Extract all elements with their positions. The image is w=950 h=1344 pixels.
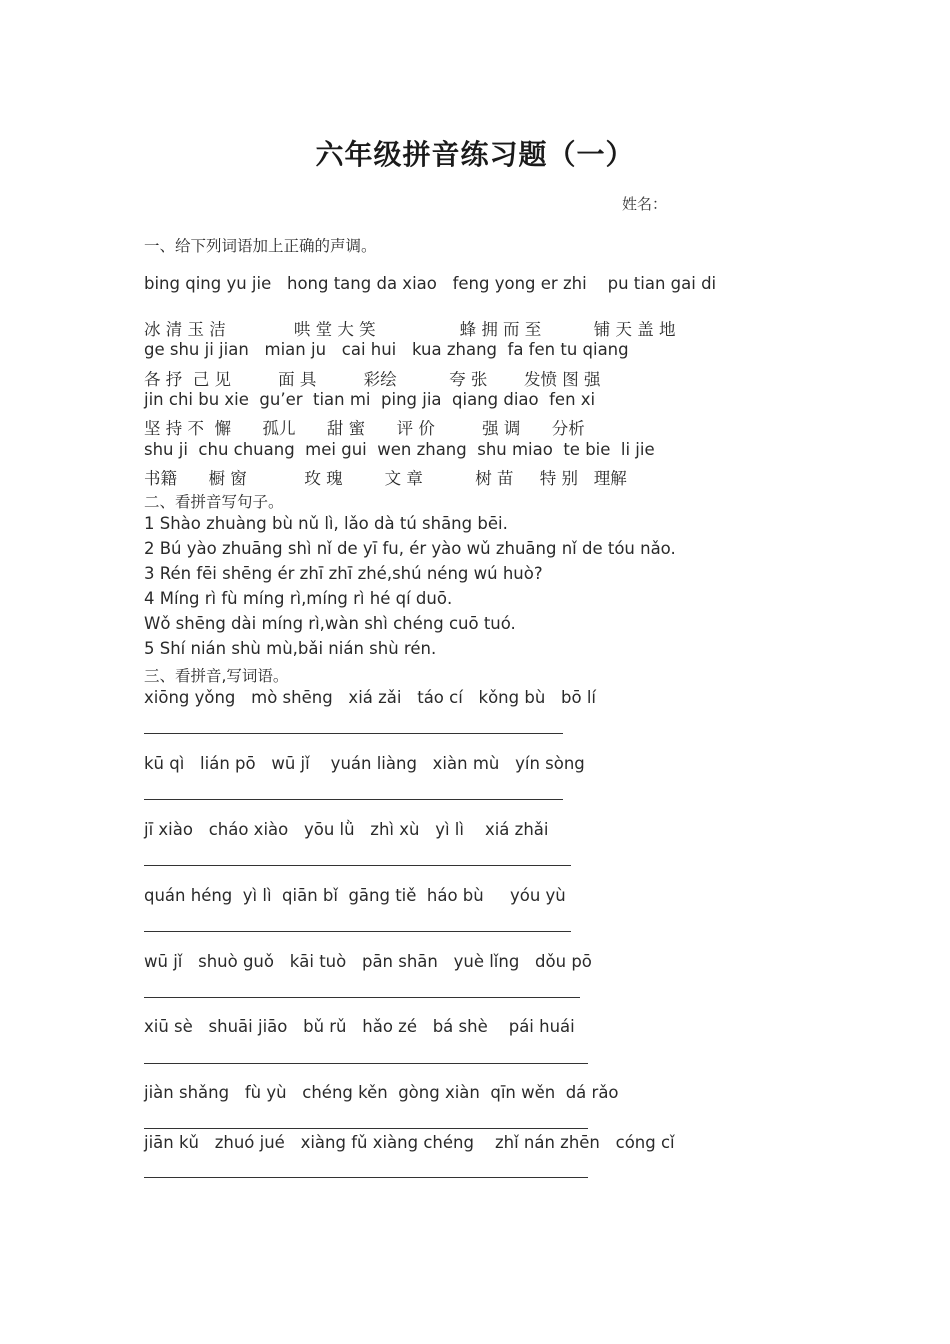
answer-blank-line[interactable] — [144, 1063, 588, 1064]
section1-pinyin-line: ge shu ji jian mian ju cai hui kua zhang fa fen tu qiang — [144, 340, 629, 359]
pinyin-words-line: jiàn shǎng fù yù chéng kěn gòng xiàn qīn wěn dá rǎo — [144, 1083, 619, 1102]
answer-blank-line[interactable] — [144, 931, 571, 932]
worksheet-title: 六年级拼音练习题（一） — [315, 138, 635, 171]
section1-heading: 一、给下列词语加上正确的声调。 — [144, 237, 377, 255]
sentence-line: 3 Rén fēi shēng ér zhī zhī zhé,shú néng wú huò? — [144, 564, 543, 583]
pinyin-words-line: jī xiào cháo xiào yōu lǜ zhì xù yì lì xiá zhǎi — [144, 820, 549, 839]
answer-blank-line[interactable] — [144, 997, 580, 998]
sentence-line: 4 Míng rì fù míng rì,míng rì hé qí duō. — [144, 589, 453, 608]
sentence-line: 2 Bú yào zhuāng shì nǐ de yī fu, ér yào wǔ zhuāng nǐ de tóu nǎo. — [144, 539, 676, 558]
section1-pinyin-line: shu ji chu chuang mei gui wen zhang shu miao te bie li jie — [144, 440, 655, 459]
name-field-label: 姓名： — [622, 195, 668, 213]
pinyin-words-line: quán héng yì lì qiān bǐ gāng tiě háo bù yóu yù — [144, 886, 566, 905]
section3-heading: 三、看拼音,写词语。 — [144, 667, 289, 685]
pinyin-words-line: xiōng yǒng mò shēng xiá zǎi táo cí kǒng bù bō lí — [144, 688, 597, 707]
section1-pinyin-line: jin chi bu xie gu’er tian mi ping jia qiang diao fen xi — [144, 390, 596, 409]
sentence-line: 1 Shào zhuàng bù nǔ lì, lǎo dà tú shāng bēi. — [144, 514, 508, 533]
section2-heading: 二、看拼音写句子。 — [144, 493, 284, 511]
pinyin-words-line: kū qì lián pō wū jǐ yuán liàng xiàn mù yín sòng — [144, 754, 585, 773]
pinyin-words-line: jiān kǔ zhuó jué xiàng fǔ xiàng chéng zhǐ nán zhēn cóng cǐ — [144, 1133, 675, 1152]
sentence-line: Wǒ shēng dài míng rì,wàn shì chéng cuō tuó. — [144, 614, 516, 633]
section1-hanzi-line: 各 抒 己 见 面 具 彩绘 夸 张 发愤 图 强 — [144, 370, 601, 389]
answer-blank-line[interactable] — [144, 1177, 588, 1178]
answer-blank-line[interactable] — [144, 1128, 588, 1129]
section1-hanzi-line: 冰 清 玉 洁 哄 堂 大 笑 蜂 拥 而 至 铺 天 盖 地 — [144, 320, 676, 339]
section1-hanzi-line: 坚 持 不 懈 孤儿 甜 蜜 评 价 强 调 分析 — [144, 419, 585, 438]
pinyin-words-line: wū jǐ shuò guǒ kāi tuò pān shān yuè lǐng dǒu pō — [144, 952, 592, 971]
answer-blank-line[interactable] — [144, 799, 563, 800]
section1-hanzi-line: 书籍 橱 窗 玫 瑰 文 章 树 苗 特 别 理解 — [144, 469, 627, 488]
section1-pinyin-line: bing qing yu jie hong tang da xiao feng yong er zhi pu tian gai di — [144, 274, 717, 293]
pinyin-words-line: xiū sè shuāi jiāo bǔ rǔ hǎo zé bá shè pái huái — [144, 1017, 575, 1036]
sentence-line: 5 Shí nián shù mù,bǎi nián shù rén. — [144, 639, 437, 658]
answer-blank-line[interactable] — [144, 865, 571, 866]
answer-blank-line[interactable] — [144, 733, 563, 734]
